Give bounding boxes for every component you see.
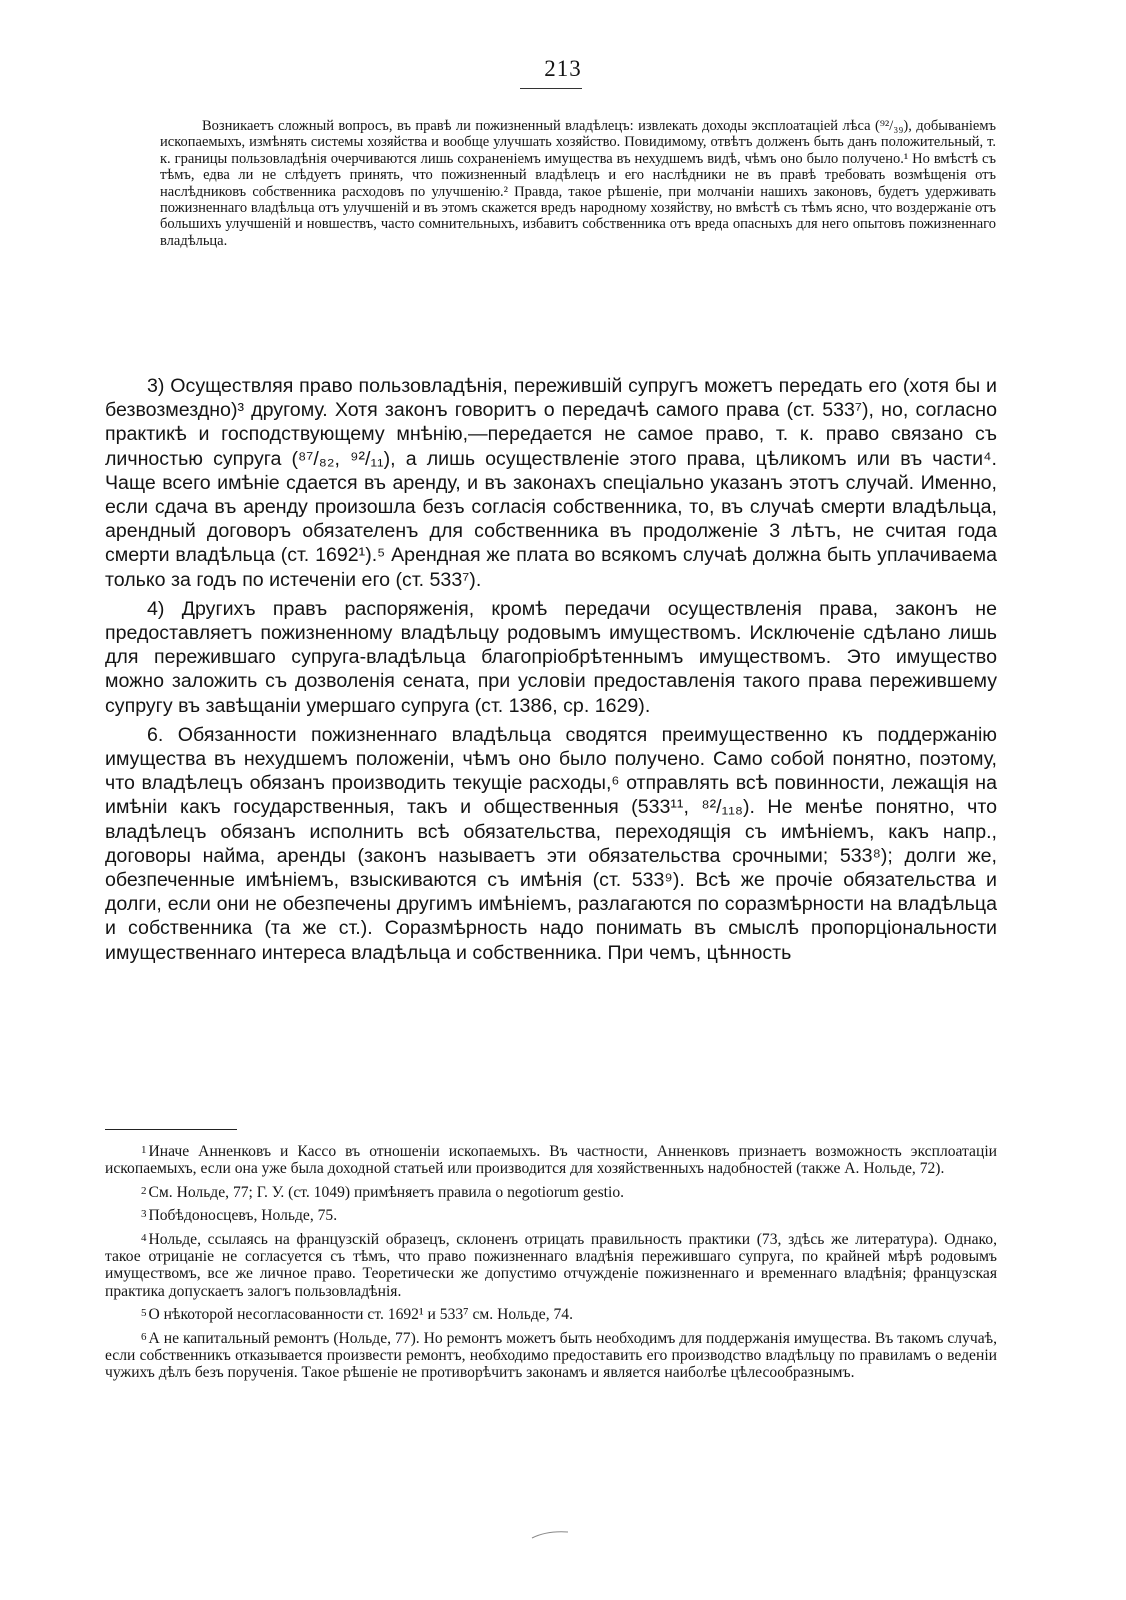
footnote-text: Нольде, ссылаясь на французскій образецъ, склоненъ отрицать правильность практики (73, здѣсь же литература). Однако, такое отрицаніе не согласуется съ тѣмъ, что право пожизненнаго владѣнія пережившаго супруга, по крайней мѣрѣ родовымъ имуществомъ, все же личное право. Теоретически же допустимо отчужденіе пожизненнаго и временнаго владѣнія; французская практика допускаетъ залогъ пользовладѣнія. xyxy=(105,1230,997,1300)
footnote-number: 6 xyxy=(141,1330,147,1343)
paragraph-duties-of-owner: 6. Обязанности пожизненнаго владѣльца сводятся преимущественно къ поддержанію имущества въ нехудшемъ положеніи, чѣмъ оно было получено. Само собой понятно, поэтому, что владѣлецъ обязанъ производить текущіе расходы,⁶ отправлять всѣ повинности, лежащія на имѣніи какъ государственныя, такъ и общественныя (533¹¹, ⁸²/₁₁₈). Не менѣе понятно, что владѣлецъ обязанъ исполнить всѣ обязательства, переходящія съ имѣніемъ, какъ напр., договоры найма, аренды (законъ называетъ эти обязательства срочными; 533⁸); долги же, обезпеченные имѣніемъ, взыскиваются съ имѣнія (ст. 533⁹). Всѣ же прочіе обязательства и долги, если они не обезпечены другимъ имѣніемъ, разлагаются по соразмѣрности на владѣльца и собственника (та же ст.). Соразмѣрность надо понимать въ смыслѣ пропорціональности имущественнаго интереса владѣльца и собственника. При чемъ, цѣнность xyxy=(105,723,997,964)
footnote-5 xyxy=(105,1305,997,1323)
footnote-number: 2 xyxy=(141,1184,147,1197)
footnote-text: Побѣдоносцевъ, Нольде, 75. xyxy=(148,1207,338,1225)
page-number-underline xyxy=(520,88,582,89)
footnote-4 xyxy=(105,1230,997,1301)
page-number: 213 xyxy=(544,56,582,81)
footnote-number: 1 xyxy=(141,1144,147,1156)
footnote-number: 5 xyxy=(141,1307,147,1320)
footnote-separator xyxy=(105,1129,237,1130)
footnote-1 xyxy=(105,1142,997,1178)
footnote-6 xyxy=(105,1329,997,1382)
footnote-text: Иначе Анненковъ и Кассо въ отношеніи ископаемыхъ. Въ частности, Анненковъ признаетъ возможность эксплоатаціи ископаемыхъ, если она уже была доходной статьей или производится для хозяйственныхъ надобностей (также А. Нольде, 72). xyxy=(105,1143,997,1178)
footnote-3 xyxy=(105,1206,997,1224)
footnote-text: О нѣкоторой несогласованности ст. 1692¹ и 533⁷ см. Нольде, 74. xyxy=(148,1306,573,1324)
paragraph-rights-of-disposal: 4) Другихъ правъ распоряженія, кромѣ передачи осуществленія права, законъ не предоставляетъ пожизненному владѣльцу родовымъ имуществомъ. Исключеніе сдѣлано лишь для пережившаго супруга-владѣльца благопріобрѣтеннымъ имуществомъ. Это имущество можно заложить съ дозволенія сената, при условіи предоставленія такого права пережившему супругу въ завѣщаніи умершаго супруга (ст. 1386, ср. 1629). xyxy=(105,597,997,717)
paragraph-transfer-of-usufruct: 3) Осуществляя право пользовладѣнія, пережившій супругъ можетъ передать его (хотя бы и безвозмездно)³ другому. Хотя законъ говоритъ о передачѣ самого права (ст. 533⁷), но, согласно практикѣ и господствующему мнѣнію,—передается не самое право, т. к. право связано съ личностью супруга (⁸⁷/₈₂, ⁹²/₁₁), а лишь осуществленіе этого права, цѣликомъ или въ части⁴. Чаще всего имѣніе сдается въ аренду, и въ законахъ спеціально указанъ этотъ случай. Именно, если сдача въ аренду произошла безъ согласія собственника, то, въ случаѣ смерти владѣльца, арендный договоръ обязателенъ для собственника въ продолженіе 3 лѣтъ, не считая года смерти владѣльца (ст. 1692¹).⁵ Арендная же плата во всякомъ случаѣ должна быть уплачиваема только за годъ по истеченіи его (ст. 533⁷). xyxy=(105,375,997,591)
footnote-text: А не капитальный ремонтъ (Нольде, 77). Но ремонтъ можетъ быть необходимъ для поддержанія имущества. Въ такомъ случаѣ, если собственникъ отказывается произвести ремонтъ, необходимо предоставить его производство владѣльцу по правиламъ о веденіи чужихъ дѣлъ безъ порученія. Такое рѣшеніе не противорѣчитъ законамъ и является наиболѣе цѣлесообразнымъ. xyxy=(105,1329,997,1382)
footnote-number: 3 xyxy=(141,1208,147,1221)
main-body-text xyxy=(105,374,997,965)
footnote-2 xyxy=(105,1183,997,1201)
footnote-number: 4 xyxy=(141,1231,147,1244)
small-print-passage: Возникаетъ сложный вопросъ, въ правѣ ли пожизненный владѣлецъ: извлекать доходы эксплоатаціей лѣса (⁹²/₃₉), добываніемъ ископаемыхъ, измѣнять системы хозяйства и вообще улучшать хозяйство. Повидимому, отвѣтъ долженъ быть данъ положительный, т. к. границы пользовладѣнія очерчиваются лишь сохраненіемъ имущества въ нехудшемъ видѣ, чѣмъ оно было получено.¹ Но вмѣстѣ съ тѣмъ, едва ли не слѣдуетъ принять, что пожизненный владѣлецъ и его наслѣдники не въ правѣ требовать возмѣщенія отъ наслѣдниковъ собственника расходовъ по улучшенію.² Правда, такое рѣшеніе, при молчаніи нашихъ законовъ, будетъ удерживать пожизненнаго владѣльца отъ улучшеній и въ этомъ скажется вредъ народному хозяйству, но вмѣстѣ съ тѣмъ ясно, что воздержаніе отъ большихъ улучшеній и новшествъ, часто сомнительныхъ, избавитъ собственника отъ вреда опасныхъ для него опытовъ пожизненнаго владѣльца. xyxy=(160,118,996,249)
footnotes xyxy=(105,1142,997,1387)
footnote-text: См. Нольде, 77; Г. У. (ст. 1049) примѣняетъ правила о negotiorum gestio. xyxy=(148,1183,625,1201)
scan-mark xyxy=(530,1530,570,1540)
